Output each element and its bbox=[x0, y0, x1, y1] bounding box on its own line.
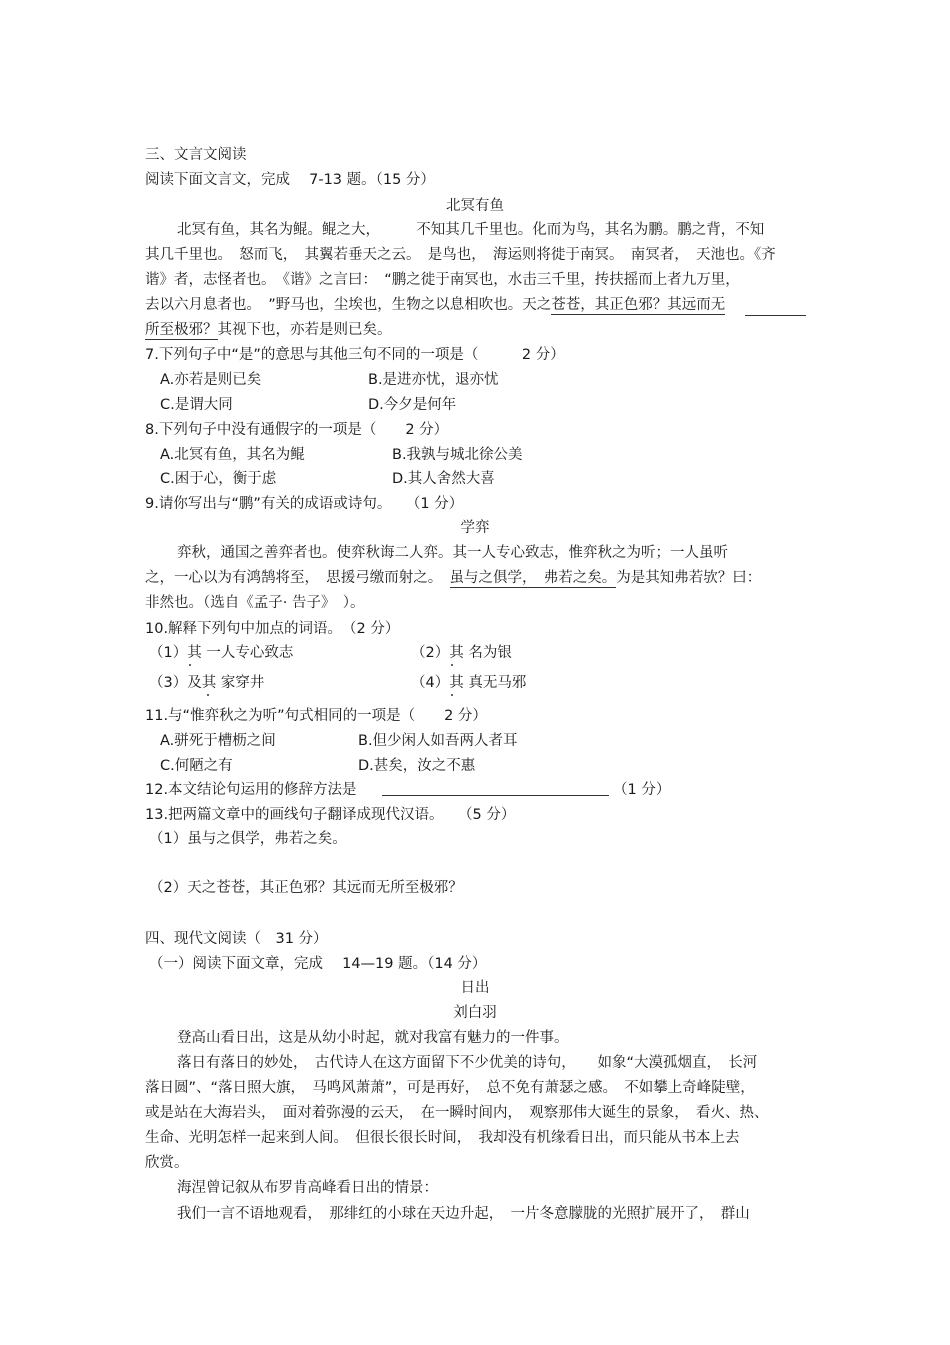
option-d: D.今夕是何年 bbox=[368, 397, 457, 413]
passage-text: 为是其知弗若欤？曰： bbox=[616, 570, 762, 586]
underline bbox=[745, 315, 806, 316]
option-d: D.其人舍然大喜 bbox=[392, 471, 495, 487]
emphasis-dot bbox=[189, 664, 191, 666]
passage-line: 弈秋，通国之善弈者也。使弈秋诲二人弈。其一人专心致志，惟弈秋之为听；一人虽听 bbox=[177, 545, 728, 561]
paragraph-line: 落日圆”、“落日照大旗， 马鸣风萧萧”，可是再好， 总不免有萧瑟之感。 不如攀上奇峰陡壁， bbox=[145, 1080, 755, 1096]
answer-blank[interactable] bbox=[382, 795, 609, 796]
sub-item-1: （1）虽与之俱学，弗若之矣。 bbox=[149, 831, 347, 847]
option-a: A.骈死于槽枥之间 bbox=[160, 733, 276, 749]
option-d: D.甚矣，汝之不惠 bbox=[358, 758, 476, 774]
paragraph: 登高山看日出，这是从幼小时起，就对我富有魅力的一件事。 bbox=[177, 1030, 569, 1046]
passage-title: 学弈 bbox=[460, 520, 490, 536]
underlined-sentence: 所至极邪？ bbox=[145, 322, 218, 338]
passage-line: 谐》者，志怪者也。 《谐》之言曰： “鹏之徙于南冥也，水击三千里，抟扶摇而上者九万里， bbox=[145, 272, 740, 288]
passage-title: 北冥有鱼 bbox=[446, 198, 504, 214]
question-score: （1 分） bbox=[613, 782, 671, 798]
sub-item-4: （4）其 真无马邪 bbox=[411, 675, 527, 691]
option-b: B.我孰与城北徐公美 bbox=[392, 447, 523, 463]
option-a: A.北冥有鱼，其名为鲲 bbox=[160, 447, 305, 463]
question-8: 8.下列句子中没有通假字的一项是（ 2 分） bbox=[145, 422, 449, 438]
emphasis-dot bbox=[451, 694, 453, 696]
section-heading: 四、现代文阅读（ 31 分） bbox=[145, 931, 328, 947]
sub-item-2: （2）天之苍苍，其正色邪？其远而无所至极邪？ bbox=[149, 880, 463, 896]
sub-item-1: （1）其 一人专心致志 bbox=[149, 645, 294, 661]
question-13: 13.把两篇文章中的画线句子翻译成现代汉语。 （5 分） bbox=[145, 807, 516, 823]
passage-text: 之，一心以为有鸿鹄将至， 思援弓缴而射之。 bbox=[145, 570, 450, 586]
question-9: 9.请你写出与“鹏”有关的成语或诗句。 （1 分） bbox=[145, 496, 464, 512]
underlined-sentence: 苍苍，其正色邪？其远而无 bbox=[551, 297, 726, 313]
paragraph-line: 欣赏。 bbox=[145, 1155, 189, 1171]
section-instruction: （一）阅读下面文章，完成 14—19 题。（14 分） bbox=[149, 956, 487, 972]
passage-line: 北冥有鱼，其名为鲲。鲲之大， 不知其几千里也。化而为鸟，其名为鹏。鹏之背，不知 bbox=[177, 222, 765, 238]
option-b: B.是进亦忧，退亦忧 bbox=[368, 372, 499, 388]
passage-line bbox=[145, 568, 761, 588]
passage-text: 其视下也，亦若是则已矣。 bbox=[217, 322, 392, 338]
paragraph: 海涅曾记叙从布罗肯高峰看日出的情景： bbox=[177, 1180, 438, 1196]
section-heading: 三、文言文阅读 bbox=[145, 147, 247, 163]
passage-line bbox=[145, 320, 392, 340]
section-instruction: 阅读下面文言文，完成 7-13 题。（15 分） bbox=[145, 172, 435, 188]
emphasis-dot bbox=[451, 664, 453, 666]
passage-text: 去以六月息者也。 ”野马也，尘埃也，生物之以息相吹也。天之 bbox=[145, 297, 552, 313]
question-12: 12.本文结论句运用的修辞方法是 bbox=[145, 782, 357, 798]
option-c: C.何陋之有 bbox=[160, 758, 233, 774]
passage-line: 非然也。（选自《孟子· 告子》 ）。 bbox=[145, 595, 365, 611]
sub-item-2: （2）其 名为银 bbox=[411, 645, 512, 661]
passage-line: 其几千里也。 怒而飞， 其翼若垂天之云。 是鸟也， 海运则将徙于南冥。 南冥者， 天池也。《齐 bbox=[145, 247, 776, 263]
sub-item-3: （3）及其 家穿井 bbox=[149, 675, 265, 691]
question-7: 7.下列句子中“是”的意思与其他三句不同的一项是（ 2 分） bbox=[145, 347, 565, 363]
passage-line bbox=[145, 295, 725, 315]
question-10: 10.解释下列句中加点的词语。 （2 分） bbox=[145, 621, 400, 637]
paragraph-line: 我们一言不语地观看， 那绯红的小球在天边升起， 一片冬意朦胧的光照扩展开了， 群山 bbox=[177, 1206, 750, 1222]
emphasis-dot bbox=[207, 694, 209, 696]
option-c: C.是谓大同 bbox=[160, 397, 233, 413]
paragraph-line: 生命、光明怎样一起来到人间。 但很长很长时间， 我却没有机缘看日出，而只能从书本上去 bbox=[145, 1130, 740, 1146]
article-title: 日出 bbox=[460, 980, 490, 996]
option-a: A.亦若是则已矣 bbox=[160, 372, 262, 388]
question-11: 11.与“惟弈秋之为听”句式相同的一项是（ 2 分） bbox=[145, 708, 487, 724]
paragraph-line: 或是站在大海岩头， 面对着弥漫的云天， 在一瞬时间内， 观察那伟大诞生的景象， 看火、热、 bbox=[145, 1105, 769, 1121]
option-b: B.但少闲人如吾两人者耳 bbox=[358, 733, 518, 749]
option-c: C.困于心，衡于虑 bbox=[160, 471, 277, 487]
paragraph-line: 落日有落日的妙处， 古代诗人在这方面留下不少优美的诗句， 如象“大漠孤烟直， 长河 bbox=[177, 1055, 758, 1071]
article-author: 刘白羽 bbox=[453, 1005, 497, 1021]
underlined-sentence: 虽与之俱学， 弗若之矣。 bbox=[449, 570, 617, 586]
